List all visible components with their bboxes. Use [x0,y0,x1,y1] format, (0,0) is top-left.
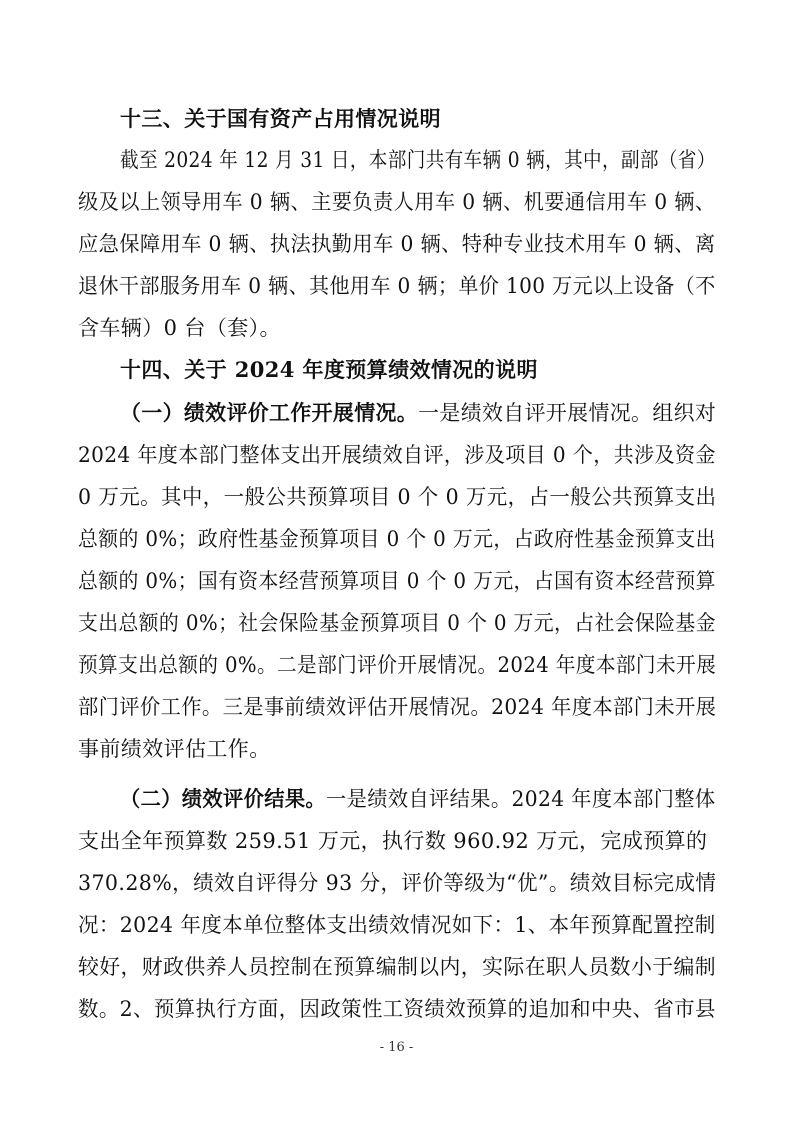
paragraph-line: 级及以上领导用车 0 辆、主要负责人用车 0 辆、机要通信用车 0 辆、 [78,190,716,214]
subsection-2-first-line [120,784,716,814]
section-14-heading: 十四、关于 2024 年度预算绩效情况的说明 [120,357,538,382]
page-number: - 16 - [379,1040,414,1055]
paragraph-line: 预算支出总额的 0%。二是部门评价开展情况。2024 年度本部门未开展 [78,653,717,677]
paragraph-line: 2024 年度本部门整体支出开展绩效自评，涉及项目 0 个，共涉及资金 [78,443,716,467]
paragraph-line: 支出全年预算数 259.51 万元，执行数 960.92 万元，完成预算的 [78,829,708,853]
paragraph-line: 370.28%，绩效自评得分 93 分，评价等级为“优”。绩效目标完成情 [78,871,717,895]
paragraph-line: 含车辆）0 台（套）。 [78,316,281,340]
paragraph-line: 数。2、预算执行方面，因政策性工资绩效预算的追加和中央、省市县 [78,997,716,1021]
paragraph-line: 截至 2024 年 12 月 31 日，本部门共有车辆 0 辆，其中，副部（省） [120,148,716,172]
paragraph-line: 支出总额的 0%；社会保险基金预算项目 0 个 0 万元，占社会保险基金 [78,611,716,635]
paragraph-line: 0 万元。其中，一般公共预算项目 0 个 0 万元，占一般公共预算支出 [78,485,717,509]
paragraph-line: 总额的 0%；国有资本经营预算项目 0 个 0 万元，占国有资本经营预算 [78,569,716,593]
paragraph-line: 况：2024 年度本单位整体支出绩效情况如下：1、本年预算配置控制 [78,913,716,937]
paragraph-line: 退休干部服务用车 0 辆、其他用车 0 辆；单价 100 万元以上设备（不 [78,274,716,298]
paragraph-line: 部门评价工作。三是事前绩效评估开展情况。2024 年度本部门未开展 [78,695,717,719]
paragraph-line: 总额的 0%；政府性基金预算项目 0 个 0 万元，占政府性基金预算支出 [78,527,716,551]
subsection-2-text: 一是绩效自评结果。2024 年度本部门整体 [326,787,716,811]
section-13-heading: 十三、关于国有资产占用情况说明 [120,106,441,131]
paragraph-line: 应急保障用车 0 辆、执法执勤用车 0 辆、特种专业技术用车 0 辆、离 [78,232,716,256]
paragraph-line: 较好，财政供养人员控制在预算编制以内，实际在职人员数小于编制 [78,955,717,979]
subsection-1-title: （一）绩效评价工作开展情况。 [120,400,419,425]
subsection-1-text: 一是绩效自评开展情况。组织对 [418,401,717,425]
subsection-2-title: （二）绩效评价结果。 [120,786,327,811]
subsection-1-first-line [120,398,716,428]
paragraph-line: 事前绩效评估工作。 [78,737,271,761]
